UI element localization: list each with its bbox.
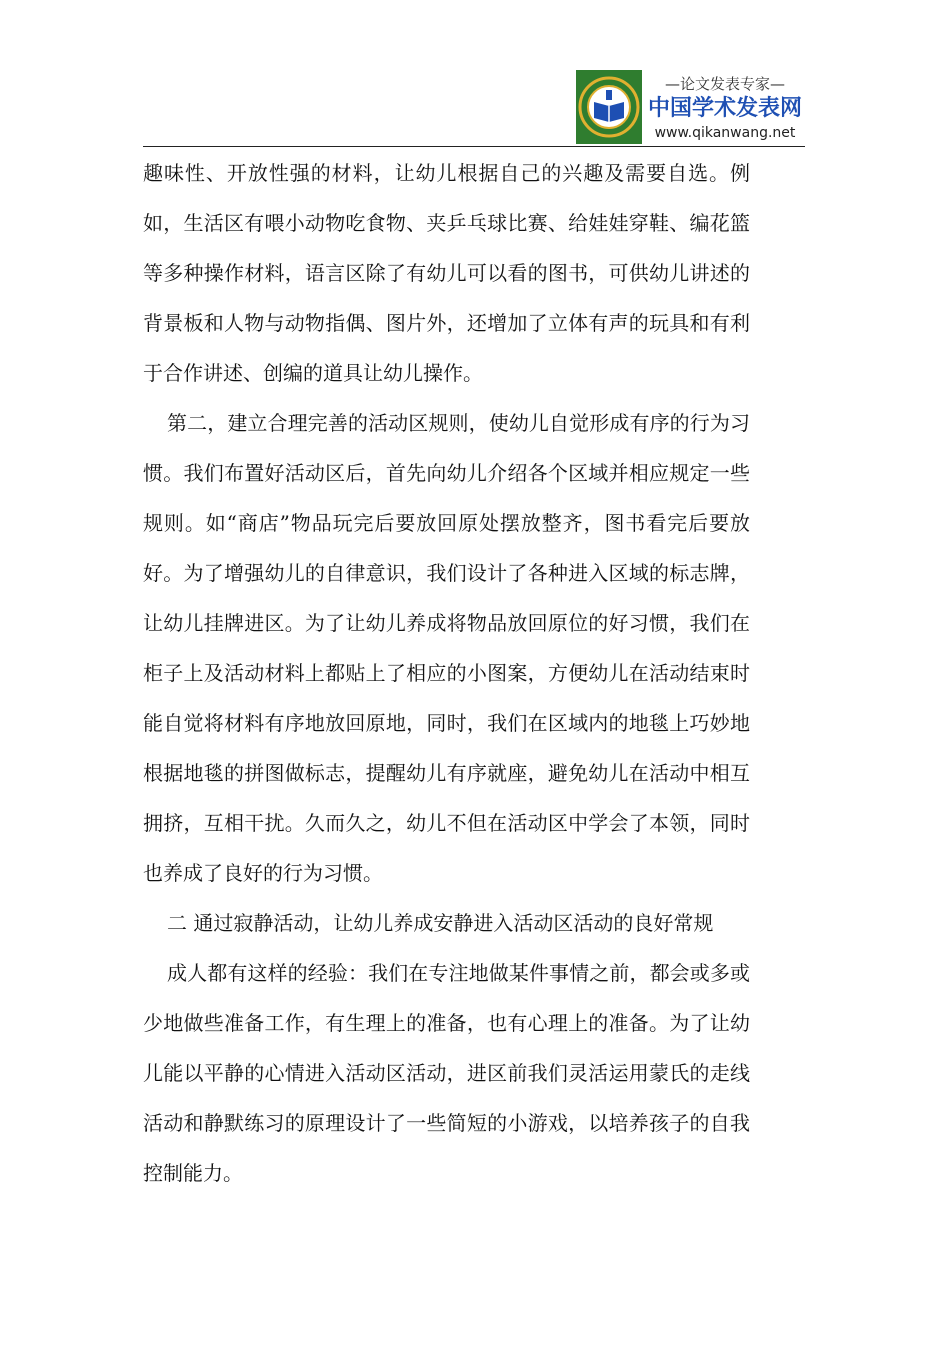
section-heading: 二 通过寂静活动，让幼儿养成安静进入活动区活动的良好常规: [167, 911, 714, 935]
book-emblem-icon: [576, 70, 642, 144]
paragraph-continued: 趣味性、开放性强的材料，让幼儿根据自己的兴趣及需要自选。例如，生活区有喂小动物吃食物、夹乒乓球比赛、给娃娃穿鞋、编花篮等多种操作材料，语言区除了有幼儿可以看的图书，可供幼儿讲述的背景板和人物与动物指偶、图片外，还增加了立体有声的玩具和有利于合作讲述、创编的道具让幼儿操作。: [143, 161, 750, 385]
logo-site-name: 中国学术发表网: [647, 96, 802, 121]
logo-slogan: —论文发表专家—: [664, 75, 785, 93]
site-logo: [576, 70, 804, 144]
book-top: [606, 90, 612, 100]
paragraph-section-intro: 成人都有这样的经验：我们在专注地做某件事情之前，都会或多或少地做些准备工作，有生理上的准备，也有心理上的准备。为了让幼儿能以平静的心情进入活动区活动，进区前我们灵活运用蒙氏的走线活动和静默练习的原理设计了一些简短的小游戏，以培养孩子的自我控制能力。: [143, 961, 750, 1185]
emblem-graphic: [576, 70, 642, 144]
document-body: [143, 148, 750, 1198]
logo-url: www.qikanwang.net: [654, 125, 796, 141]
header-divider: [143, 146, 805, 147]
paragraph-second-point: 第二，建立合理完善的活动区规则，使幼儿自觉形成有序的行为习惯。我们布置好活动区后，首先向幼儿介绍各个区域并相应规定一些规则。如“商店”物品玩完后要放回原处摆放整齐，图书看完后要放好。为了增强幼儿的自律意识，我们设计了各种进入区域的标志牌，让幼儿挂牌进区。为了让幼儿养成将物品放回原位的好习惯，我们在柜子上及活动材料上都贴上了相应的小图案，方便幼儿在活动结束时能自觉将材料有序地放回原地，同时，我们在区域内的地毯上巧妙地根据地毯的拼图做标志，提醒幼儿有序就座，避免幼儿在活动中相互拥挤，互相干扰。久而久之，幼儿不但在活动区中学会了本领，同时也养成了良好的行为习惯。: [143, 411, 750, 885]
